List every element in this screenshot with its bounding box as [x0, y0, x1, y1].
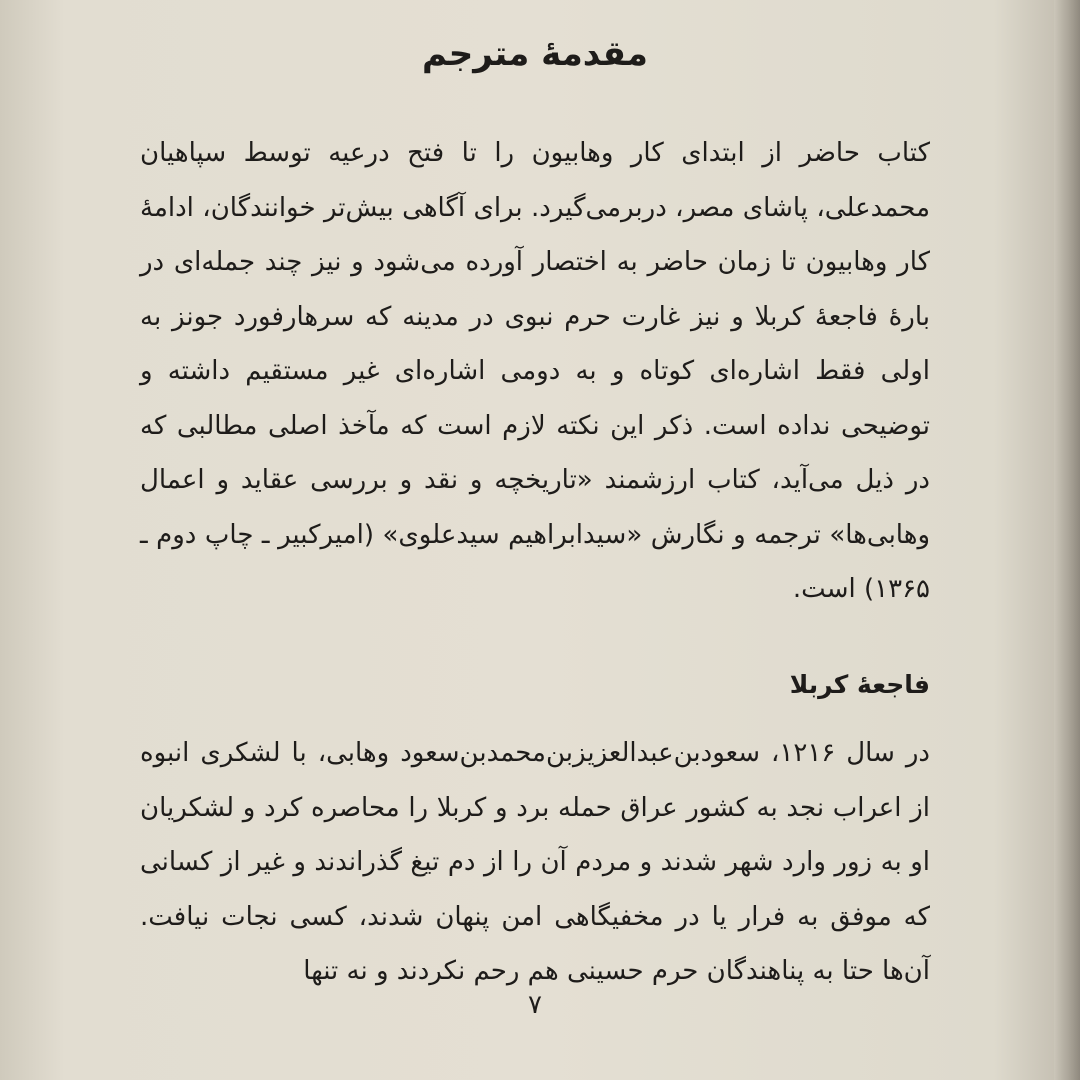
page-number: ۷	[528, 990, 542, 1020]
section-paragraph: در سال ۱۲۱۶، سعودبن‌عبدالعزیزبن‌محمدبن‌سعود وهابی، با لشکری انبوه از اعراب نجد به کشور عراق حمله برد و کربلا را محاصره کرد و لشکریان او به زور وارد شهر شدند و مردم آن را از دم تیغ گذراندند و غیر از کسانی که موفق به فرار یا در مخفیگاهی امن پنهان شدند، کسی نجات نیافت. آن‌ها حتا به پناهندگان حرم حسینی هم رحم نکردند و نه تنها	[140, 738, 930, 986]
page-edge	[1054, 0, 1080, 1080]
page-title: مقدمهٔ مترجم	[422, 34, 648, 74]
intro-paragraph: کتاب حاضر از ابتدای کار وهابیون را تا فتح درعیه توسط سپاهیان محمدعلی، پاشای مصر، دربرمی‌گیرد. برای آگاهی بیش‌تر خوانندگان، ادامهٔ کار وهابیون تا زمان حاضر به اختصار آورده می‌شود و نیز چند جمله‌ای در بارهٔ فاجعهٔ کربلا و نیز غارت حرم نبوی در مدینه که سرهارفورد جونز به اولی فقط اشاره‌ای کوتاه و به دومی اشاره‌ای غیر مستقیم داشته و توضیحی نداده است. ذکر این نکته لازم است که مآخذ اصلی مطالبی که در ذیل می‌آید، کتاب ارزشمند «تاریخچه و نقد و بررسی عقاید و اعمال وهابی‌ها» ترجمه و نگارش «سیدابراهیم سیدعلوی» (امیرکبیر ـ چاپ دوم ـ ۱۳۶۵) است.	[140, 138, 930, 604]
section-heading: فاجعهٔ کربلا	[789, 670, 930, 699]
